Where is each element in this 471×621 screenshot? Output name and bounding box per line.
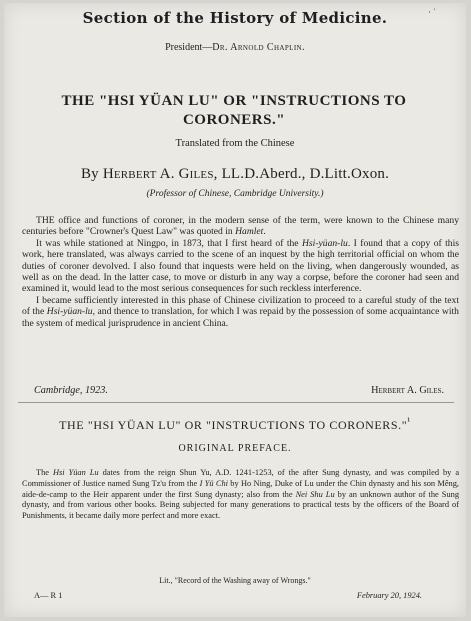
signature-name: Herbert A. Giles. — [371, 385, 444, 396]
signature-mark: A— R 1 — [34, 591, 63, 600]
author-degrees: , LL.D.Aberd., D.Litt.Oxon. — [213, 166, 390, 182]
footnote-mark: ¹ — [407, 416, 411, 427]
preface-paragraph: The Hsi Yüan Lu dates from the reign Shun Yu, A.D. 1241-1253, of the after Sung dynasty, and was compiled by a Commissioner of Justice named Sung Tz'u from the I Yü Chi by Ho Ning, Duke of Lu under the Chin dynasty and his son Mêng, aide-de-camp to the Heir apparent under the first Sung dynasty; also from the Nei Shu Lu by an unknown author of the Sung dynasty, and from various other books. Being subjected for many generations to practical tests by the officers of the Board of Punishments, it became daily more perfect and more exact. — [22, 468, 460, 521]
president-name: Dr. Arnold Chaplin. — [212, 42, 305, 53]
preface-text — [22, 468, 459, 522]
signature-place: Cambridge, 1923. — [34, 385, 108, 396]
main-title-line-1: THE "HSI YÜAN LU" OR "INSTRUCTIONS TO — [61, 93, 407, 109]
footnote: Lit., "Record of the Washing away of Wrongs." — [159, 576, 311, 585]
intro-paragraph-3: I became sufficiently interested in this phase of Chinese civilization to proceed to a careful study of the text of the Hsi-yüan-lu, and thence to translation, for which I was repaid by the possession of some acquaintance with the system of medical jurisprudence in ancient China. — [22, 294, 459, 329]
president-prefix: President— — [165, 42, 213, 53]
second-title: THE "HSI YÜAN LU" OR "INSTRUCTIONS TO CORONERS."$^{^1}$ — [59, 416, 411, 432]
translated-note: Translated from the Chinese — [175, 138, 295, 149]
author-name: Herbert A. Giles — [102, 166, 214, 182]
intro-paragraph-2: It was while stationed at Ningpo, in 1873, that I first heard of the Hsi-yüan-lu. I found that a copy of this work, here translated, was always carried to the scene of an inquest by the high territorial official on whom the duties of coroner devolved. I also found that inquests were held on the living, when dangerously wounded, as well as on the dead. In the latter case, to move or disturb in any way a corpse, before the coroner had seen and examined it, would lead to the most serious consequences for such reckless interference. — [22, 237, 459, 295]
main-title — [34, 92, 434, 130]
intro-paragraph-1: THE office and functions of coroner, in the modern sense of the term, were known to the Chinese many centuries before "Crowner's Quest Law" was quoted in Hamlet. — [22, 215, 459, 238]
author-line — [4, 166, 466, 183]
scan-mark: · ˈ — [428, 7, 437, 17]
intro-text — [22, 215, 459, 329]
author-affiliation: (Professor of Chinese, Cambridge University.) — [146, 189, 324, 199]
author-by: By — [80, 166, 99, 182]
signature-line — [34, 385, 444, 396]
president-line — [4, 42, 466, 53]
section-divider — [18, 402, 454, 403]
date-line: February 20, 1924. — [356, 591, 422, 600]
main-title-line-2: CORONERS." — [182, 112, 286, 128]
document-page — [4, 3, 466, 617]
section-title: Section of the History of Medicine. — [82, 9, 388, 27]
preface-heading: ORIGINAL PREFACE. — [178, 443, 292, 454]
